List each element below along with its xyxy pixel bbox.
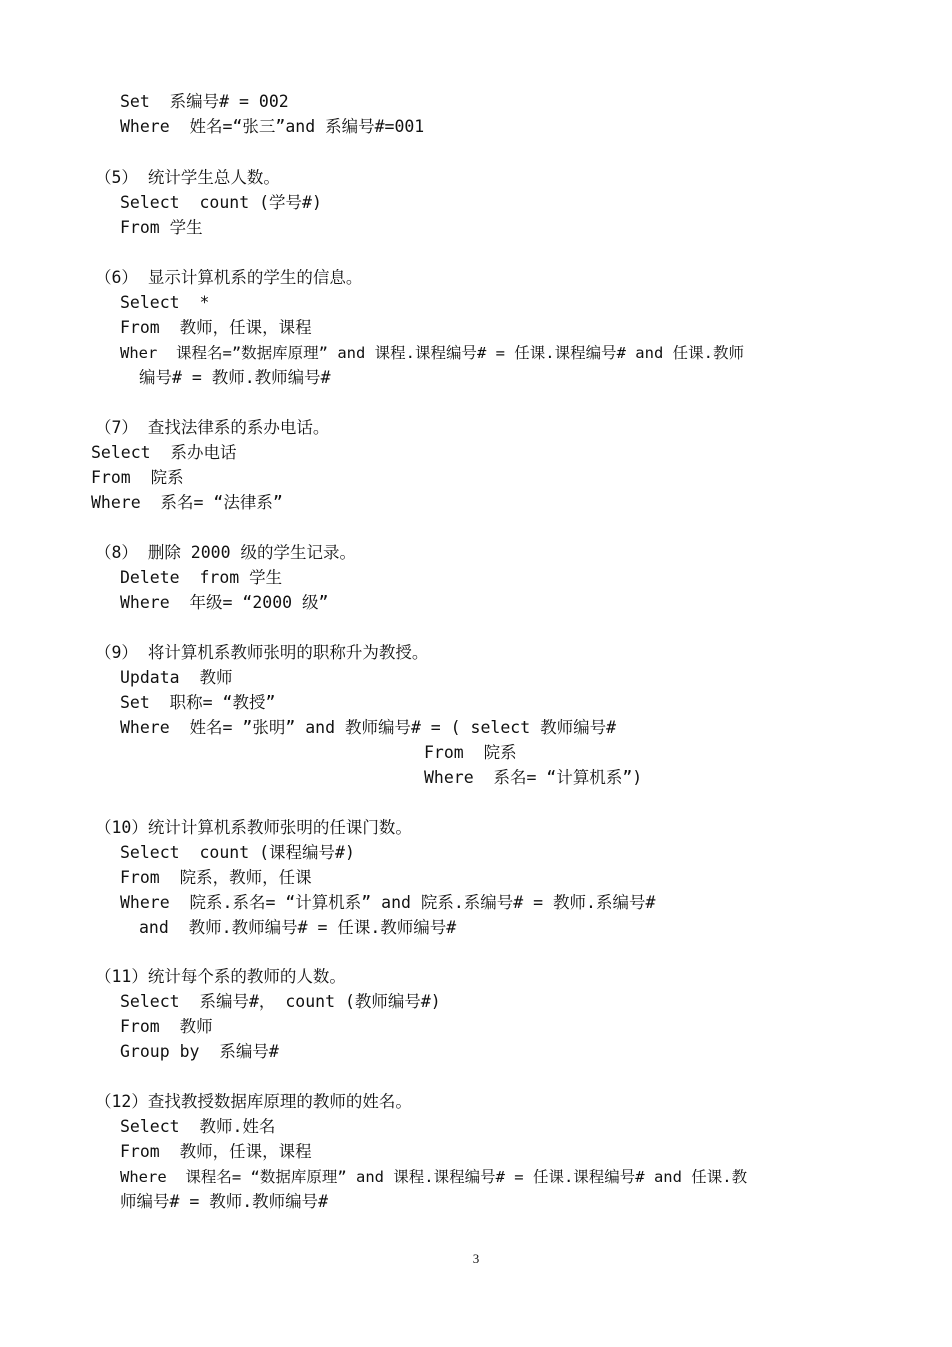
page-number: 3 bbox=[472, 1251, 480, 1266]
text-line: Delete from 学生 bbox=[120, 568, 283, 587]
section-heading: （11）统计每个系的教师的人数。 bbox=[95, 967, 346, 986]
text-line: Select count (学号#) bbox=[120, 193, 322, 212]
text-line: Where 年级= “2000 级” bbox=[120, 593, 329, 612]
text-line: From 院系 bbox=[424, 743, 517, 762]
text-line: Group by 系编号# bbox=[120, 1042, 279, 1061]
text-line: Where 院系.系名= “计算机系” and 院系.系编号# = 教师.系编号# bbox=[120, 893, 656, 912]
text-line: Select count (课程编号#) bbox=[120, 843, 355, 862]
text-line: Set 系编号# = 002 bbox=[120, 92, 289, 111]
text-line: From 院系 bbox=[91, 468, 184, 487]
text-line: Where 课程名= “数据库原理” and 课程.课程编号# = 任课.课程编号# and 任课.教 bbox=[120, 1168, 748, 1186]
text-line: Where 姓名= ”张明” and 教师编号# = ( select 教师编号# bbox=[120, 718, 617, 737]
text-line: Set 职称= “教授” bbox=[120, 693, 276, 712]
text-line: From 学生 bbox=[120, 218, 203, 237]
text-line: and 教师.教师编号# = 任课.教师编号# bbox=[139, 918, 457, 937]
text-line: From 院系，教师，任课 bbox=[120, 868, 312, 887]
section-heading: （8） 删除 2000 级的学生记录。 bbox=[95, 543, 356, 562]
text-line: From 教师，任课，课程 bbox=[120, 1142, 312, 1161]
section-heading: （6） 显示计算机系的学生的信息。 bbox=[95, 268, 363, 287]
text-line: Updata 教师 bbox=[120, 668, 233, 687]
section-heading: （12）查找教授数据库原理的教师的姓名。 bbox=[95, 1092, 412, 1111]
text-line: 师编号# = 教师.教师编号# bbox=[120, 1192, 329, 1211]
text-line: From 教师，任课，课程 bbox=[120, 318, 312, 337]
text-line: Wher 课程名=”数据库原理” and 课程.课程编号# = 任课.课程编号# and 任课.教师 bbox=[120, 344, 744, 362]
text-line: Where 系名= “计算机系”) bbox=[424, 768, 643, 787]
text-line: 编号# = 教师.教师编号# bbox=[139, 368, 331, 387]
text-line: Select * bbox=[120, 293, 210, 312]
section-heading: （5） 统计学生总人数。 bbox=[95, 168, 280, 187]
text-line: From 教师 bbox=[120, 1017, 213, 1036]
text-line: Where 系名= “法律系” bbox=[91, 493, 283, 512]
section-heading: （9） 将计算机系教师张明的职称升为教授。 bbox=[95, 643, 429, 662]
section-heading: （10）统计计算机系教师张明的任课门数。 bbox=[95, 818, 412, 837]
text-line: Select 系编号#， count (教师编号#) bbox=[120, 992, 441, 1011]
text-line: Select 系办电话 bbox=[91, 443, 237, 462]
text-line: Where 姓名=“张三”and 系编号#=001 bbox=[120, 117, 425, 136]
text-line: Select 教师.姓名 bbox=[120, 1117, 276, 1136]
section-heading: （7） 查找法律系的系办电话。 bbox=[95, 418, 330, 437]
